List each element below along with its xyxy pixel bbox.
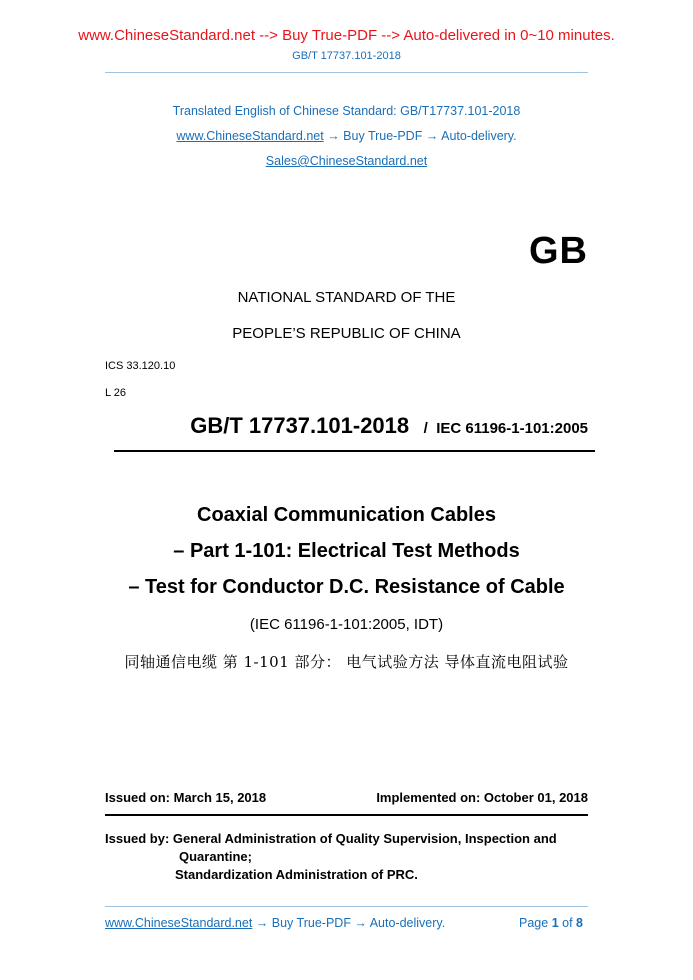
issued-date: Issued on: March 15, 2018	[105, 790, 267, 805]
page-total: 8	[576, 916, 583, 930]
issuer-line3: Standardization Administration of PRC.	[175, 867, 418, 882]
page-number: 1	[551, 916, 559, 930]
page-indicator	[519, 916, 583, 930]
title-line3: – Test for Conductor D.C. Resistance of Cable	[128, 576, 565, 598]
iec-number: IEC 61196-1-101:2005	[436, 420, 588, 437]
site-link[interactable]: www.ChineseStandard.net	[176, 129, 324, 143]
of-label: of	[562, 916, 573, 930]
gb-logo-mark: GB	[529, 230, 588, 272]
implemented-date: Implemented on: October 01, 2018	[376, 790, 588, 805]
title-line1: Coaxial Communication Cables	[197, 504, 496, 526]
gb-number: GB/T 17737.101-2018	[190, 413, 410, 438]
dates-divider	[105, 814, 588, 816]
ics-code: ICS 33.120.10	[105, 360, 176, 372]
footer-divider	[105, 906, 588, 907]
issuer-line1: Issued by: General Administration of Quality Supervision, Inspection and	[105, 831, 557, 846]
email-link[interactable]: Sales@ChineseStandard.net	[265, 154, 428, 168]
header-divider	[105, 72, 588, 73]
translation-buy-line	[0, 129, 693, 143]
title-line2: – Part 1-101: Electrical Test Methods	[173, 540, 520, 562]
national-standard-line1: NATIONAL STANDARD OF THE	[237, 289, 456, 306]
chinese-title: 同轴通信电缆 第 1-101 部分： 电气试验方法 导体直流电阻试验	[124, 653, 569, 671]
top-banner[interactable]: www.ChineseStandard.net --> Buy True-PDF --> Auto-delivered in 0~10 minutes.	[78, 27, 615, 44]
email-line	[0, 154, 693, 168]
header-standard-code: GB/T 17737.101-2018	[292, 50, 401, 62]
footer	[105, 916, 588, 930]
idt-note: (IEC 61196-1-101:2005, IDT)	[249, 616, 444, 633]
standard-number	[190, 413, 588, 439]
buy-text: → Buy True-PDF → Auto-delivery.	[327, 129, 517, 143]
translation-note: Translated English of Chinese Standard: GB/T17737.101-2018	[172, 104, 521, 118]
page-label: Page	[519, 916, 549, 930]
footer-buy-text: → Buy True-PDF → Auto-delivery.	[255, 916, 446, 930]
footer-site-link[interactable]: www.ChineseStandard.net	[105, 916, 253, 930]
dates-row	[105, 790, 588, 805]
ccs-code: L 26	[105, 387, 127, 399]
number-separator: /	[423, 420, 428, 437]
title-divider	[114, 450, 595, 452]
national-standard-line2: PEOPLE’S REPUBLIC OF CHINA	[232, 325, 461, 342]
issuer-line2: Quarantine;	[179, 849, 252, 864]
